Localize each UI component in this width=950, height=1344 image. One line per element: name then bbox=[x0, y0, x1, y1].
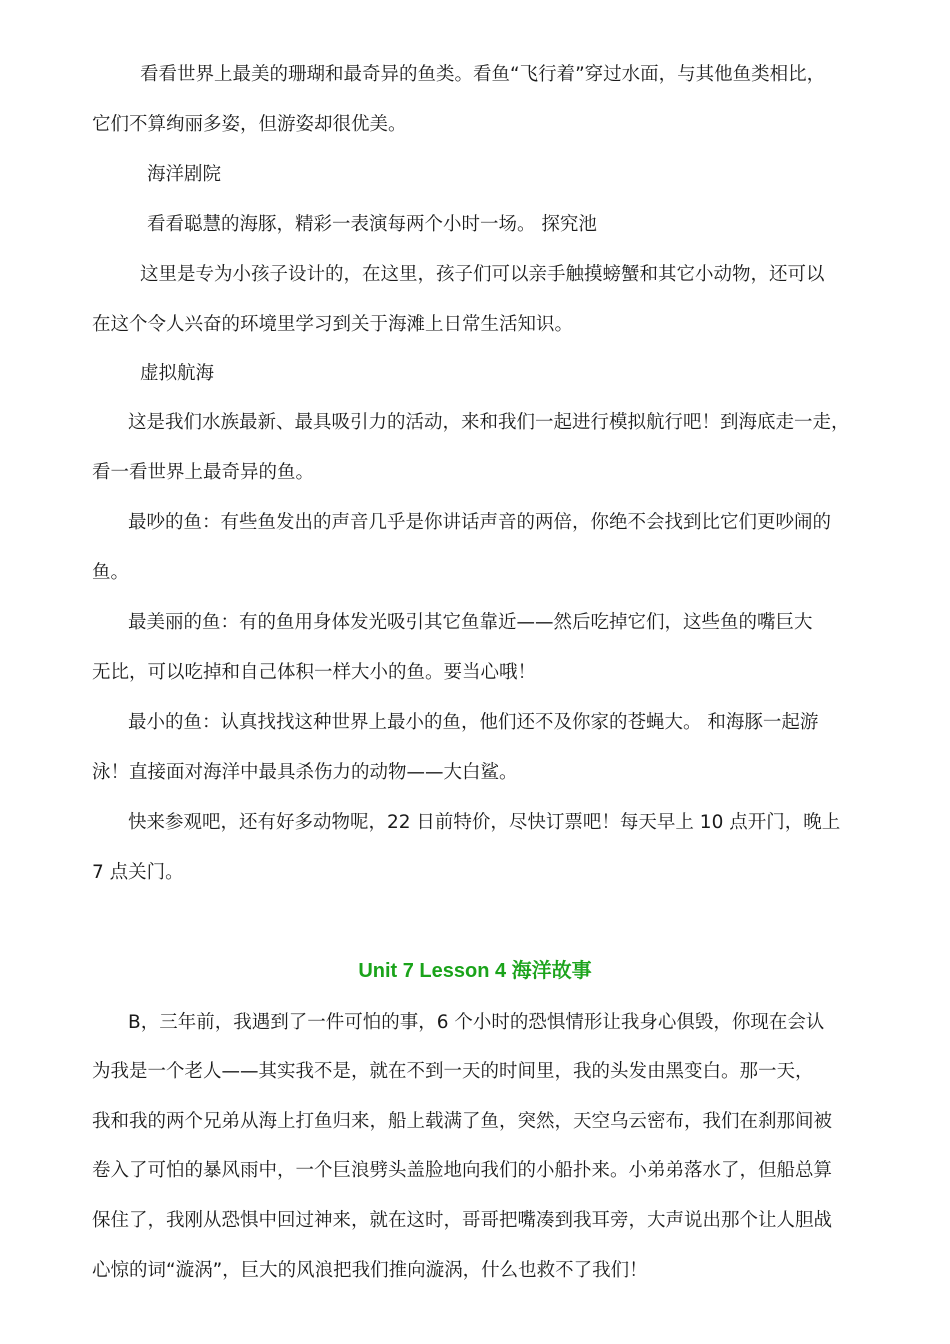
paragraph-line: 看看聪慧的海豚，精彩一表演每两个小时一场。 探究池 bbox=[147, 214, 597, 235]
paragraph-line: 它们不算绚丽多姿，但游姿却很优美。 bbox=[92, 114, 407, 135]
paragraph-line: 无比，可以吃掉和自己体积一样大小的鱼。要当心哦！ bbox=[92, 662, 537, 683]
paragraph-line: 最吵的鱼：有些鱼发出的声音几乎是你讲话声音的两倍，你绝不会找到比它们更吵闹的 bbox=[128, 512, 832, 533]
paragraph-line: 7 点关门。 bbox=[92, 862, 184, 883]
paragraph-line: 卷入了可怕的暴风雨中，一个巨浪劈头盖脸地向我们的小船扑来。小弟弟落水了，但船总算 bbox=[92, 1160, 833, 1181]
paragraph-line: 心惊的词“漩涡”，巨大的风浪把我们推向漩涡，什么也救不了我们！ bbox=[92, 1260, 648, 1281]
paragraph-line: 为我是一个老人——其实我不是，就在不到一天的时间里，我的头发由黑变白。那一天， bbox=[92, 1061, 814, 1082]
paragraph-line: B，三年前，我遇到了一件可怕的事，6 个小时的恐惧情形让我身心俱毁，你现在会认 bbox=[128, 1012, 825, 1033]
paragraph-line: 看看世界上最美的珊瑚和最奇异的鱼类。看鱼“飞行着”穿过水面，与其他鱼类相比， bbox=[140, 64, 826, 85]
paragraph-line: 最美丽的鱼：有的鱼用身体发光吸引其它鱼靠近——然后吃掉它们，这些鱼的嘴巨大 bbox=[128, 612, 813, 633]
paragraph-line: 快来参观吧，还有好多动物呢，22 日前特价，尽快订票吧！每天早上 10 点开门，晚上 bbox=[128, 812, 841, 833]
paragraph-line: 在这个令人兴奋的环境里学习到关于海滩上日常生活知识。 bbox=[92, 314, 574, 335]
subheading-line: 虚拟航海 bbox=[140, 363, 215, 384]
paragraph-line: 泳！直接面对海洋中最具杀伤力的动物——大白鲨。 bbox=[92, 762, 518, 783]
paragraph-line: 我和我的两个兄弟从海上打鱼归来，船上载满了鱼，突然，天空乌云密布，我们在刹那间被 bbox=[92, 1111, 833, 1132]
paragraph-line: 鱼。 bbox=[92, 562, 130, 583]
paragraph-line: 保住了，我刚从恐惧中回过神来，就在这时，哥哥把嘴凑到我耳旁，大声说出那个让人胆战 bbox=[92, 1210, 833, 1231]
paragraph-line: 这里是专为小孩子设计的，在这里，孩子们可以亲手触摸螃蟹和其它小动物，还可以 bbox=[140, 264, 825, 285]
paragraph-line: 最小的鱼：认真找找这种世界上最小的鱼，他们还不及你家的苍蝇大。 和海豚一起游 bbox=[128, 712, 819, 733]
paragraph-line: 这是我们水族最新、最具吸引力的活动，来和我们一起进行模拟航行吧！到海底走一走， bbox=[128, 412, 850, 433]
section-heading: Unit 7 Lesson 4 海洋故事 bbox=[358, 960, 592, 982]
paragraph-line: 看一看世界上最奇异的鱼。 bbox=[92, 462, 315, 483]
subheading-line: 海洋剧院 bbox=[147, 164, 222, 185]
